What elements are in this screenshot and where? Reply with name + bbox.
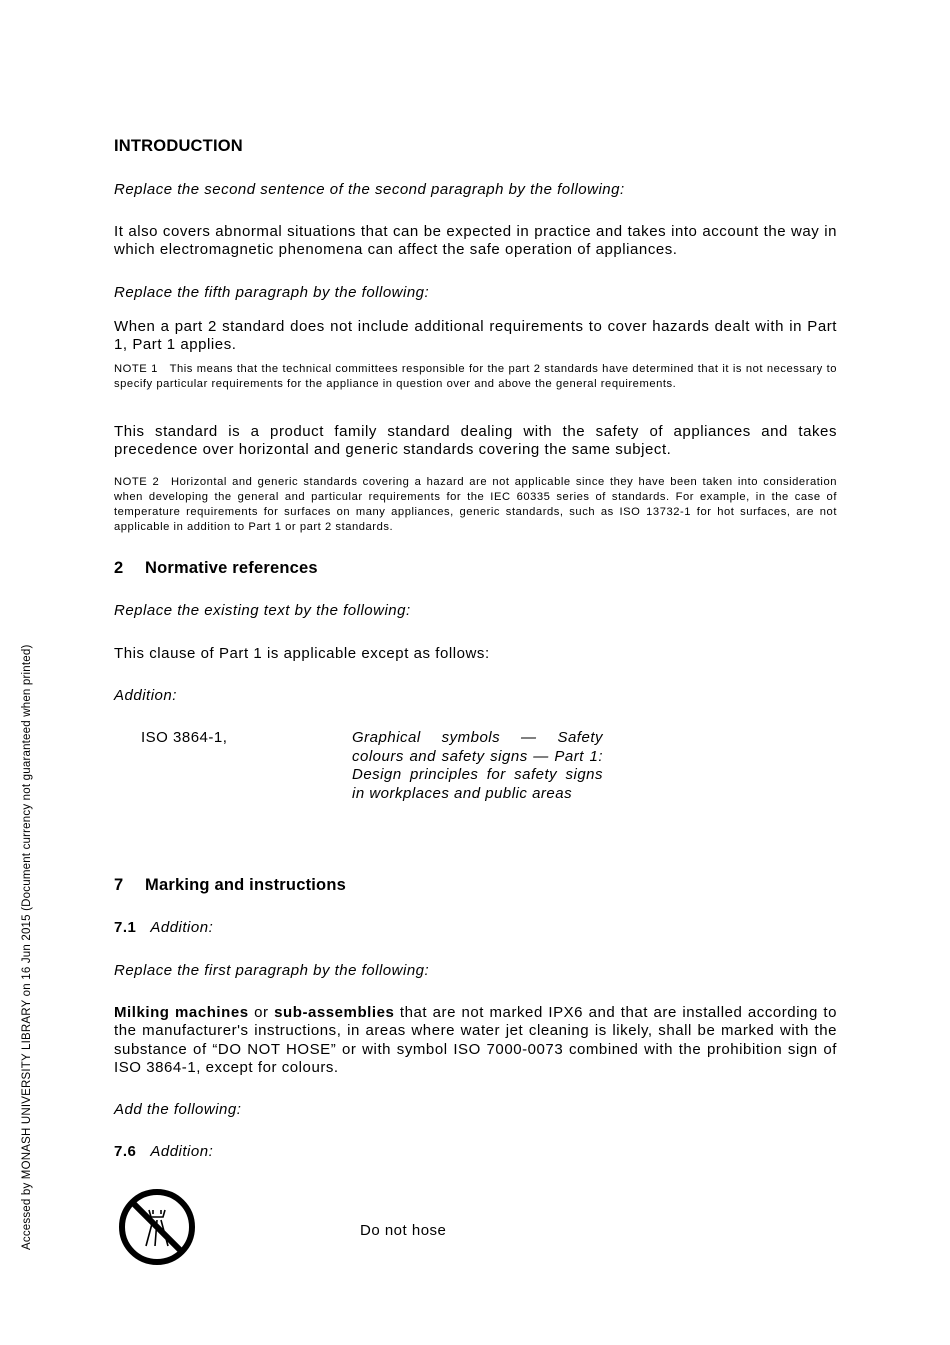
reference-id: ISO 3864-1, [141, 729, 228, 746]
intro-instruction-1: Replace the second sentence of the second paragraph by the following: [114, 181, 625, 198]
section-2-instruction: Replace the existing text by the following: [114, 602, 411, 619]
term-milking-machines: Milking machines [114, 1004, 249, 1021]
add-following-instruction: Add the following: [114, 1101, 242, 1118]
or-connector: or [248, 1004, 275, 1021]
paragraph-rest: that are not marked IPX6 and that are installed according to the manufacturer's instructions, in areas where water jet cleaning is likely, shall be marked with the substance of “DO NOT HOSE” or with symbol ISO 7000-0073 combined with the prohibition sign of ISO 3864-1, except for colours. [114, 1004, 837, 1077]
section-2-title: Normative references [145, 559, 318, 577]
subclause-7-6 [114, 1143, 837, 1160]
symbol-label: Do not hose [360, 1222, 447, 1239]
section-2-heading [114, 559, 837, 578]
section-7-instruction: Replace the first paragraph by the following: [114, 962, 430, 979]
access-watermark: Accessed by MONASH UNIVERSITY LIBRARY on 16 Jun 2015 (Document currency not guaranteed when printed) [21, 644, 33, 1250]
intro-paragraph-3: This standard is a product family standard dealing with the safety of appliances and takes precedence over horizontal and generic standards covering the same subject. [114, 423, 837, 459]
intro-heading: INTRODUCTION [114, 137, 243, 155]
subclause-7-1-number: 7.1 [114, 919, 137, 936]
section-2-number: 2 [114, 559, 124, 577]
intro-note-2: NOTE 2 Horizontal and generic standards covering a hazard are not applicable since they have been taken into consideration when developing the general and particular requirements for the IEC 60335 series of standards. For example, in the case of temperature requirements for surfaces on many appliances, generic standards, such as ISO 13732-1 for hot surfaces, are not applicable in addition to Part 1 or part 2 standards. [114, 476, 837, 533]
section-7-number: 7 [114, 876, 124, 894]
section-2-addition-label: Addition: [114, 687, 177, 704]
subclause-7-1 [114, 919, 837, 936]
subclause-7-1-text: Addition: [150, 919, 214, 936]
intro-paragraph-1: It also covers abnormal situations that can be expected in practice and takes into account the way in which electromagnetic phenomena can affect the safe operation of appliances. [114, 223, 837, 259]
section-7-title: Marking and instructions [145, 876, 346, 894]
subclause-7-6-text: Addition: [150, 1143, 214, 1160]
term-sub-assemblies: sub-assemblies [274, 1004, 395, 1021]
intro-instruction-2: Replace the fifth paragraph by the following: [114, 284, 430, 301]
no-hose-prohibition-icon [116, 1186, 198, 1268]
subclause-7-6-number: 7.6 [114, 1143, 137, 1160]
section-7-paragraph [114, 1004, 837, 1078]
section-2-paragraph: This clause of Part 1 is applicable except as follows: [114, 645, 490, 662]
intro-note-1: NOTE 1 This means that the technical committees responsible for the part 2 standards have determined that it is not necessary to specify particular requirements for the appliance in question over and above the general requirements. [114, 363, 837, 390]
intro-paragraph-2: When a part 2 standard does not include additional requirements to cover hazards dealt with in Part 1, Part 1 applies. [114, 318, 837, 354]
section-7-heading [114, 876, 837, 895]
reference-title: Graphical symbols — Safety colours and safety signs — Part 1: Design principles for safety signs in workplaces and public areas [352, 729, 603, 802]
